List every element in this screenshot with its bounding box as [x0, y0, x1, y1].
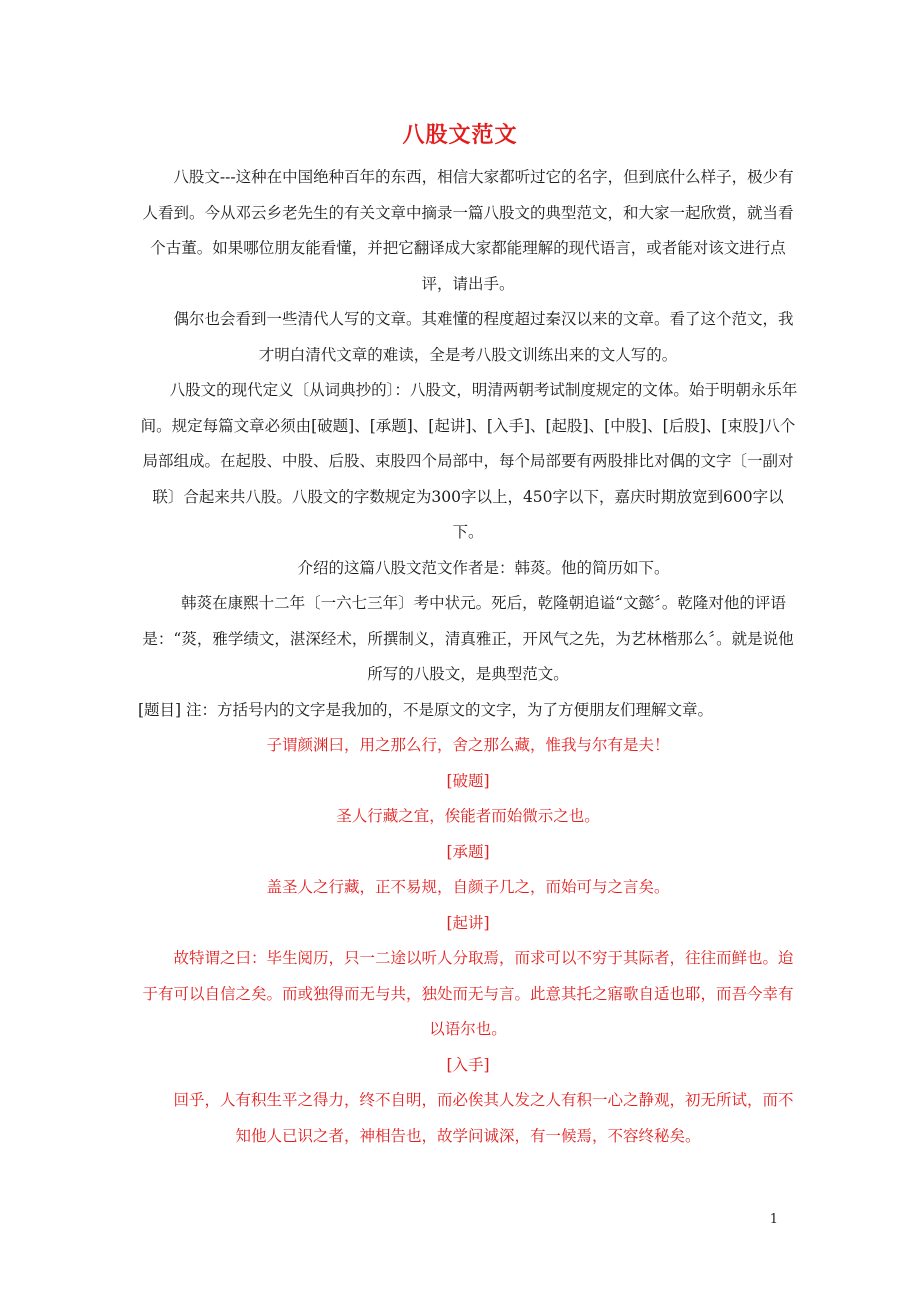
page-number: 1 — [769, 1212, 778, 1227]
paragraph-definition: 八股文的现代定义〔从词典抄的〕：八股文，明清两朝考试制度规定的文体。始于明朝永乐年间。规定每篇文章必须由[破题]、[承题]、[起讲]、[入手]、[起股]、[中股]、[后股]、[束股]八个局部组成。在起股、中股、后股、束股四个局部中，每个局部要有两股排比对偶的文字〔一副对联〕合起来共八股。八股文的字数规定为300字以上，450字以下，嘉庆时期放宽到600字以下。 — [140, 381, 798, 541]
section-heading-rushou: [入手] — [446, 1055, 490, 1074]
document-title: 八股文范文 — [402, 122, 518, 148]
essay-topic: 子谓颜渊曰，用之那么行，舍之那么藏，惟我与尔有是夫！ — [266, 736, 670, 754]
essay-qijiang: 故特谓之曰：毕生阅历，只一二途以听人分取焉，而求可以不穷于其际者，往往而鲜也。迨于有可以自信之矣。而或独得而无与共，独处而无与言。此意其托之寤歌自适也耶，而吾今幸有以语尔也。 — [142, 949, 794, 1038]
paragraph-qing-essays: 偶尔也会看到一些清代人写的文章。其难懂的程度超过秦汉以来的文章。看了这个范文，我才明白清代文章的难读，全是考八股文训练出来的文人写的。 — [173, 310, 794, 364]
paragraph-topic-note: [题目] 注：方括号内的文字是我加的，不是原文的文字，为了方便朋友们理解文章。 — [138, 700, 714, 719]
section-heading-poti: [破题] — [446, 771, 490, 790]
essay-chengti: 盖圣人之行藏，正不易规，自颜子几之，而始可与之言矣。 — [266, 878, 670, 896]
paragraph-intro: 八股文---这种在中国绝种百年的东西，相信大家都听过它的名字，但到底什么样子，极少有人看到。今从邓云乡老先生的有关文章中摘录一篇八股文的典型范文，和大家一起欣赏，就当看个古董。如果哪位朋友能看懂，并把它翻译成大家都能理解的现代语言，或者能对该文进行点评，请出手。 — [142, 168, 794, 293]
essay-rushou: 回乎，人有积生平之得力，终不自明，而必俟其人发之人有积一心之静观，初无所试，而不知他人已识之者，神相告也，故学问诚深，有一候焉，不容终秘矣。 — [173, 1091, 794, 1145]
paragraph-author-intro: 介绍的这篇八股文范文作者是：韩菼。他的简历如下。 — [297, 558, 670, 577]
paragraph-author-bio: 韩菼在康熙十二年〔一六七三年〕考中状元。死后，乾隆朝追谥“文懿〞。乾隆对他的评语是：“菼，雅学绩文，湛深经术，所撰制义，清真雅正，开风气之先，为艺林楷那么〞。就是说他所写的八股文，是典型范文。 — [142, 594, 794, 683]
essay-poti: 圣人行藏之宜，俟能者而始微示之也。 — [336, 807, 600, 825]
document-body — [138, 160, 798, 1154]
section-heading-qijiang: [起讲] — [446, 913, 490, 932]
section-heading-chengti: [承题] — [446, 842, 490, 861]
